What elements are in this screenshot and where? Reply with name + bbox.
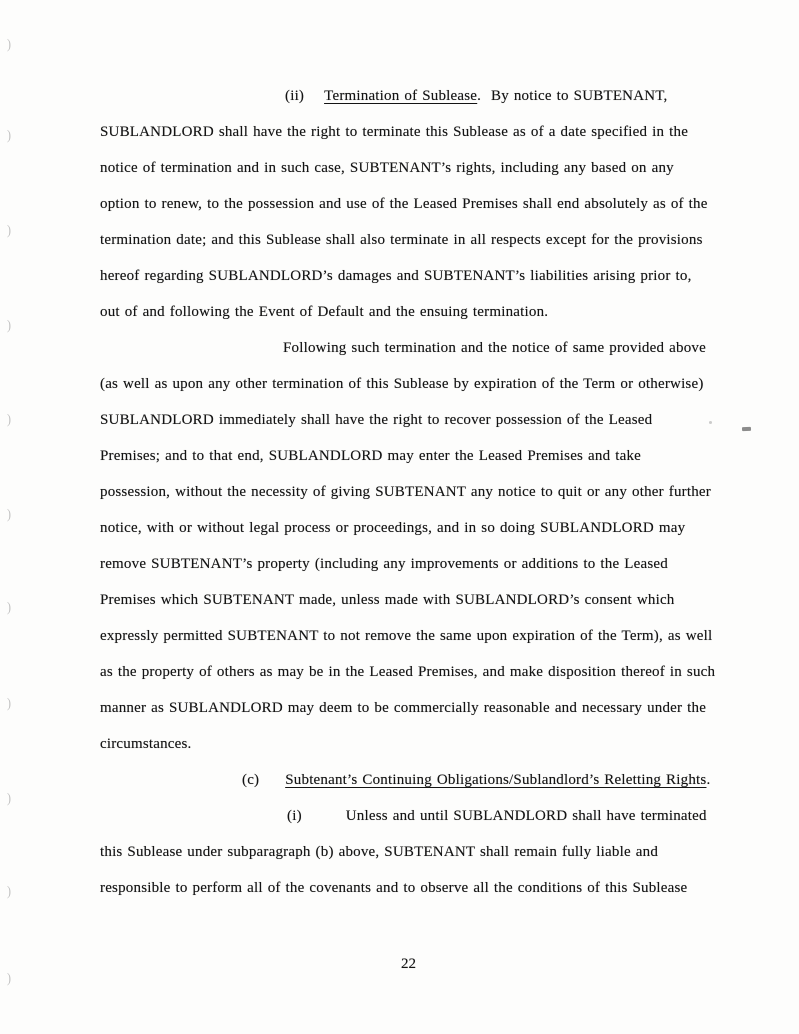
text-segment: (as well as upon any other termination of this Sublease by expiration of the Term or otherwise) xyxy=(100,376,704,392)
text-line xyxy=(100,726,712,762)
scan-artifact-mark: ) xyxy=(7,411,11,427)
text-segment: out of and following the Event of Default and the ensuing termination. xyxy=(100,304,549,320)
text-segment: SUBLANDLORD immediately shall have the right to recover possession of the Leased xyxy=(100,412,653,428)
scan-artifact-dash xyxy=(742,427,751,431)
scan-artifact-dot xyxy=(709,421,712,424)
text-segment: as the property of others as may be in the Leased Premises, and make disposition thereof in such xyxy=(100,664,716,680)
text-segment: notice, with or without legal process or proceedings, and in so doing SUBLANDLORD may xyxy=(100,520,686,536)
scan-artifact-mark: ) xyxy=(7,222,11,238)
section-heading: Termination of Sublease xyxy=(324,88,478,104)
text-line xyxy=(100,546,712,582)
text-segment: remove SUBTENANT’s property (including any improvements or additions to the Leased xyxy=(100,556,668,572)
scan-artifact-mark: ) xyxy=(7,36,11,52)
scan-artifact-mark: ) xyxy=(7,790,11,806)
scan-artifact-mark: ) xyxy=(7,883,11,899)
text-segment: . By notice to SUBTENANT, xyxy=(477,88,668,104)
page-number: 22 xyxy=(401,956,416,972)
text-segment: manner as SUBLANDLORD may deem to be commercially reasonable and necessary under the xyxy=(100,700,707,716)
text-segment: notice of termination and in such case, SUBTENANT’s rights, including any based on any xyxy=(100,160,674,176)
text-segment: option to renew, to the possession and use of the Leased Premises shall end absolutely as of the xyxy=(100,196,708,212)
text-line xyxy=(100,834,712,870)
text-line xyxy=(100,654,716,690)
text-segment: hereof regarding SUBLANDLORD’s damages and SUBTENANT’s liabilities arising prior to, xyxy=(100,268,692,284)
text-segment: responsible to perform all of the covenants and to observe all the conditions of this Sublease xyxy=(100,880,688,896)
scan-artifact-mark: ) xyxy=(7,317,11,333)
paragraph-label: (c) xyxy=(242,772,260,788)
scan-artifact-mark: ) xyxy=(7,599,11,615)
text-line xyxy=(100,186,712,222)
text-segment: this Sublease under subparagraph (b) above, SUBTENANT shall remain fully liable and xyxy=(100,844,659,860)
text-line xyxy=(100,330,712,366)
text-segment: expressly permitted SUBTENANT to not remove the same upon expiration of the Term), as well xyxy=(100,628,713,644)
paragraph-label: (ii) xyxy=(285,88,305,104)
text-line xyxy=(100,438,712,474)
text-line xyxy=(100,798,712,834)
text-line xyxy=(100,582,712,618)
text-segment: Unless and until SUBLANDLORD shall have terminated xyxy=(345,808,707,824)
text-line xyxy=(100,222,712,258)
text-line xyxy=(100,474,712,510)
scan-artifact-mark: ) xyxy=(7,127,11,143)
scan-artifact-mark: ) xyxy=(7,695,11,711)
section-heading: Subtenant’s Continuing Obligations/Sublandlord’s Reletting Rights xyxy=(285,772,707,788)
text-line xyxy=(100,510,712,546)
text-line xyxy=(100,78,712,114)
paragraph-label: (i) xyxy=(287,808,302,824)
text-segment: Premises which SUBTENANT made, unless made with SUBLANDLORD’s consent which xyxy=(100,592,675,608)
text-segment: SUBLANDLORD shall have the right to terminate this Sublease as of a date specified in the xyxy=(100,124,689,140)
text-line xyxy=(100,762,712,798)
text-line xyxy=(100,402,712,438)
scan-artifact-mark: ) xyxy=(7,970,11,986)
text-block xyxy=(100,78,716,906)
text-line xyxy=(100,114,712,150)
text-segment: possession, without the necessity of giving SUBTENANT any notice to quit or any other further xyxy=(100,484,711,500)
text-line xyxy=(100,258,712,294)
text-line xyxy=(100,366,712,402)
text-segment: Following such termination and the notice of same provided above xyxy=(283,340,706,356)
text-segment: circumstances. xyxy=(100,736,192,752)
text-line xyxy=(100,870,712,906)
text-line xyxy=(100,150,712,186)
text-segment: termination date; and this Sublease shall also terminate in all respects except for the provisions xyxy=(100,232,703,248)
text-line xyxy=(100,690,712,726)
text-segment: Premises; and to that end, SUBLANDLORD may enter the Leased Premises and take xyxy=(100,448,642,464)
scan-artifact-mark: ) xyxy=(7,506,11,522)
text-segment: . xyxy=(706,772,711,788)
text-line xyxy=(100,294,712,330)
text-line xyxy=(100,618,712,654)
